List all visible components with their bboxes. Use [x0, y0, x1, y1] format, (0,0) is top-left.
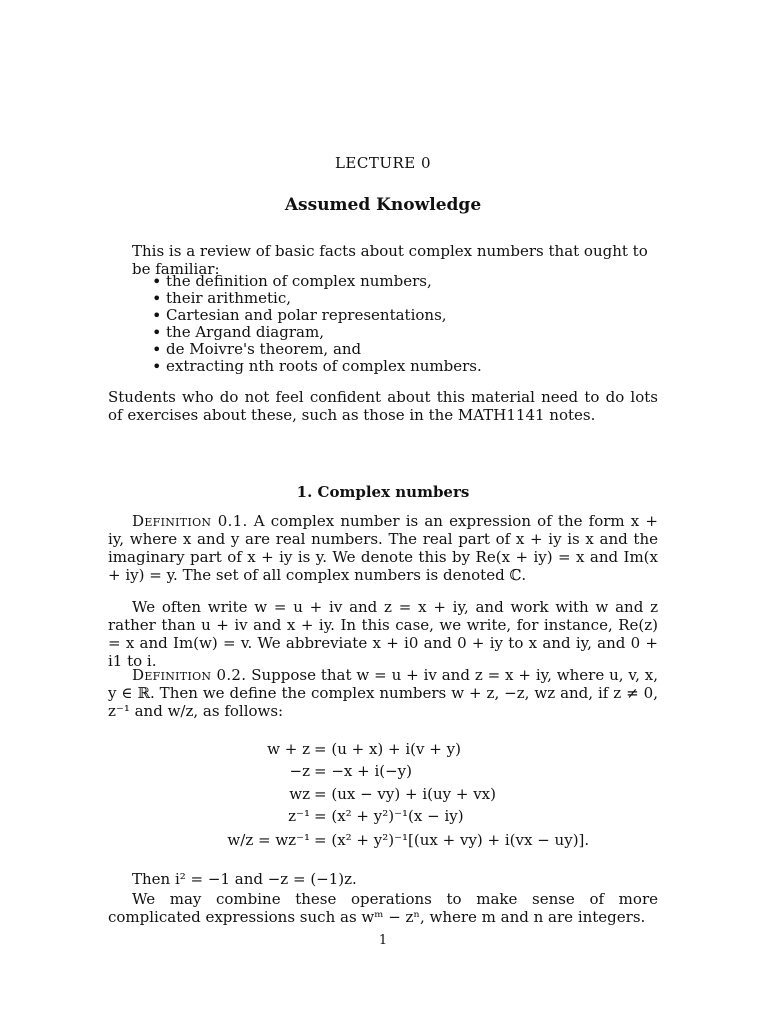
page-title: Assumed Knowledge — [284, 195, 482, 215]
equation-rhs: = (u + x) + i(v + y) — [314, 740, 461, 758]
definition-text: A complex number is an expression of the form x + iy, where x and y are real numbers. The real part of x + iy is x and the imaginary part of x + iy is y. We denote this by Re(x + iy) = x and Im(x + iy) = y. The set of all complex numbers is denoted ℂ. — [108, 512, 658, 584]
equation-rhs: = (x² + y²)⁻¹(x − iy) — [314, 807, 464, 825]
definition-text: Suppose that w = u + iv and z = x + iy, where u, v, x, y ∈ ℝ. Then we define the complex numbers w + z, −z, wz and, if z ≠ 0, z⁻¹ and w/z, as follows: — [108, 666, 658, 720]
then-line: Then i² = −1 and −z = (−1)z. — [132, 870, 357, 888]
equation-row — [108, 785, 658, 803]
topic-list — [152, 273, 652, 375]
equation-lhs: −z — [289, 762, 310, 780]
equation-row — [108, 740, 658, 758]
equation-rhs: = −x + i(−y) — [314, 762, 413, 780]
page-number: 1 — [378, 933, 388, 948]
list-item: • the Argand diagram, — [152, 324, 652, 341]
equation-row — [108, 762, 658, 780]
intro-paragraph: This is a review of basic facts about complex numbers that ought to be familiar: — [132, 242, 648, 278]
list-item: • Cartesian and polar representations, — [152, 307, 652, 324]
list-item: • de Moivre's theorem, and — [152, 341, 652, 358]
equation-row — [108, 807, 658, 825]
equation-row — [108, 831, 658, 849]
definition-label: Definition 0.1. — [132, 512, 248, 530]
equation-lhs: w + z — [267, 740, 310, 758]
definition-label: Definition 0.2. — [132, 666, 247, 684]
combine-paragraph: We may combine these operations to make sense of more complicated expressions such as wᵐ − zⁿ, where m and n are integers. — [108, 890, 658, 926]
equation-rhs: = (ux − vy) + i(uy + vx) — [314, 785, 496, 803]
notation-paragraph: We often write w = u + iv and z = x + iy, and work with w and z rather than u + iv and x + iy. In this case, we write, for instance, Re(z) = x and Im(w) = v. We abbreviate x + i0 and 0 + iy to x and iy, and 0 + i1 to i. — [108, 598, 658, 670]
list-item: • their arithmetic, — [152, 290, 652, 307]
equation-lhs: z⁻¹ — [288, 807, 310, 825]
closing-paragraph: Students who do not feel confident about this material need to do lots of exercises about these, such as those in the MATH1141 notes. — [108, 388, 658, 424]
section-heading: 1. Complex numbers — [296, 483, 470, 501]
definition-0-1 — [108, 512, 658, 584]
list-item: • extracting nth roots of complex numbers. — [152, 358, 652, 375]
list-item: • the definition of complex numbers, — [152, 273, 652, 290]
equation-lhs: wz — [289, 785, 310, 803]
definition-0-2 — [108, 666, 658, 720]
equation-rhs: = (x² + y²)⁻¹[(ux + vy) + i(vx − uy)]. — [314, 831, 590, 849]
equation-lhs: w/z = wz⁻¹ — [227, 831, 310, 849]
lecture-number: LECTURE 0 — [334, 154, 432, 172]
